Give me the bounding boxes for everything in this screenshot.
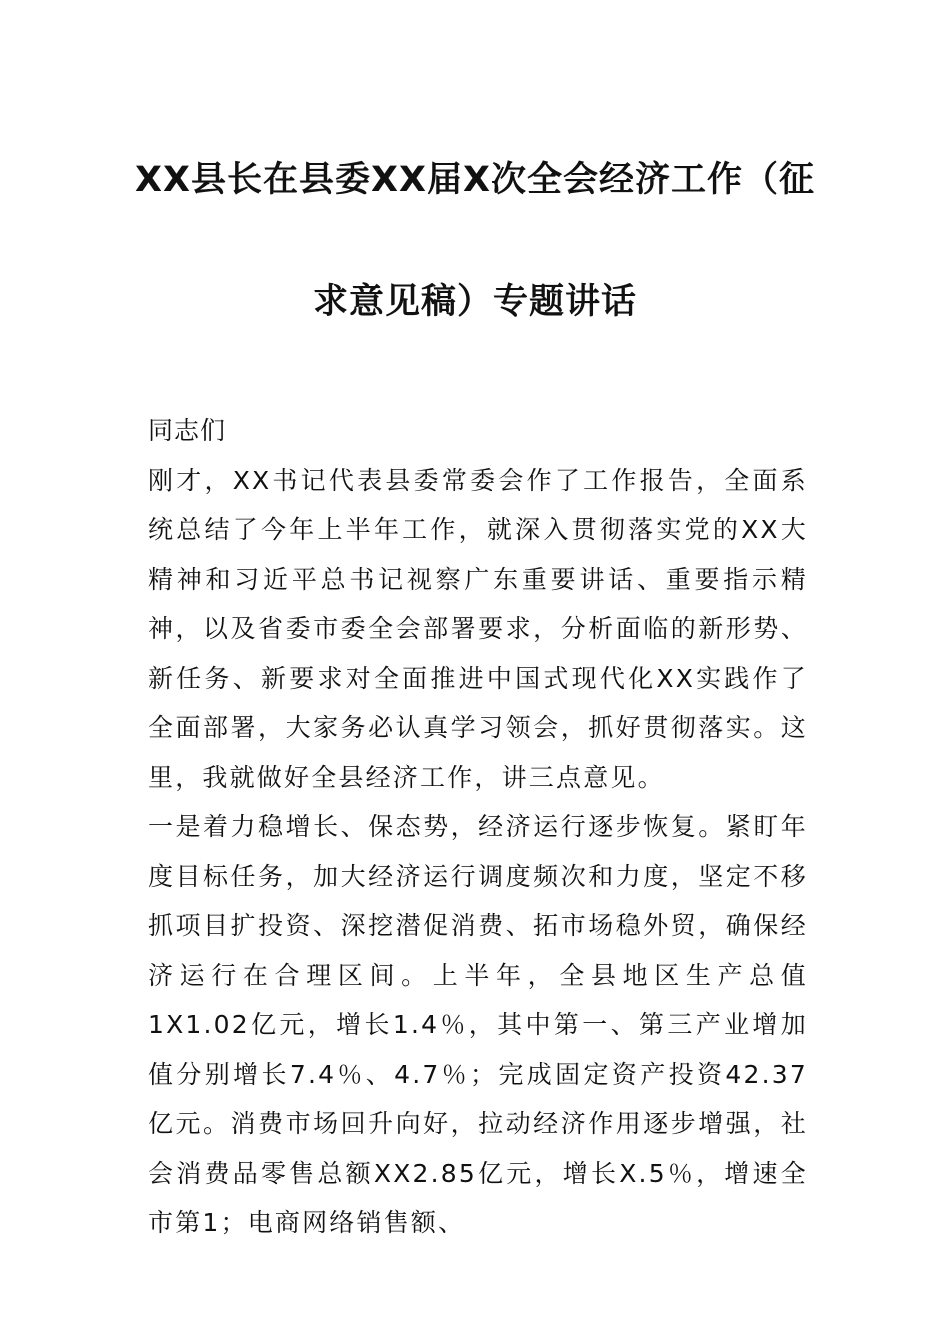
title-line-2: 求意见稿）专题讲话 [312,282,637,322]
document-body [148,406,808,1248]
paragraph-intro: 刚才，XX书记代表县委常委会作了工作报告，全面系统总结了今年上半年工作，就深入贯彻落实党的XX大精神和习近平总书记视察广东重要讲话、重要指示精神，以及省委市委全会部署要求，分析面临的新形势、新任务、新要求对全面推进中国式现代化XX实践作了全面部署，大家务必认真学习领会，抓好贯彻落实。这里，我就做好全县经济工作，讲三点意见。 [148,465,808,792]
salutation: 同志们 [148,416,227,445]
title-line-1: XX县长在县委XX届X次全会经济工作（征 [135,160,815,200]
document-title [100,145,850,389]
paragraph-point-one: 一是着力稳增长、保态势，经济运行逐步恢复。紧盯年度目标任务，加大经济运行调度频次和力度，坚定不移抓项目扩投资、深挖潜促消费、拓市场稳外贸，确保经济运行在合理区间。上半年，全县地区生产总值1X1.02亿元，增长1.4％，其中第一、第三产业增加值分别增长7.4％、4.7％；完成固定资产投资42.37亿元。消费市场回升向好，拉动经济作用逐步增强，社会消费品零售总额XX2.85亿元，增长X.5％，增速全市第1；电商网络销售额、 [148,812,808,1237]
